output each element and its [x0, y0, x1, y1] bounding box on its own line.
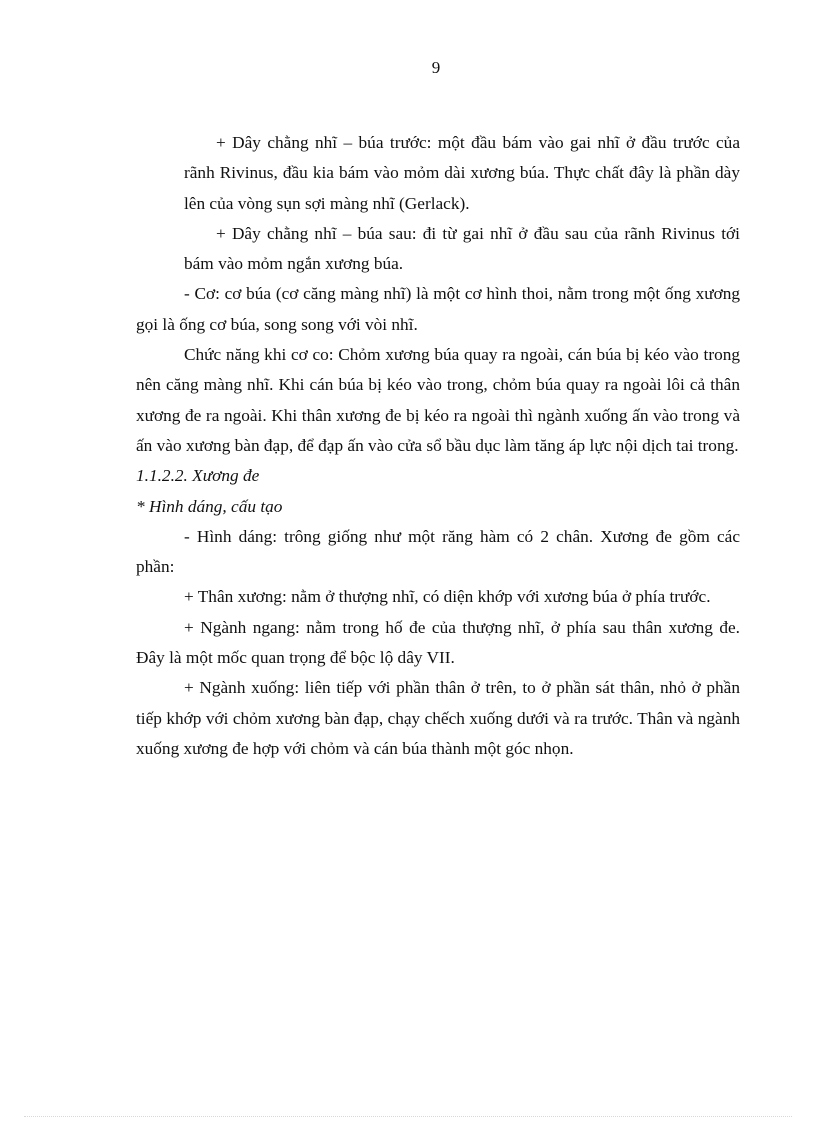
page-bottom-rule [24, 1116, 792, 1117]
document-body [136, 128, 740, 764]
paragraph-shape: - Hình dáng: trông giống như một răng hàm có 2 chân. Xương đe gồm các phần: [136, 526, 740, 577]
paragraph-muscle: - Cơ: cơ búa (cơ căng màng nhĩ) là một cơ hình thoi, nằm trong một ống xương gọi là ống cơ búa, song song với vòi nhĩ. [136, 284, 740, 334]
subheading-shape-structure: * Hình dáng, cấu tạo [136, 496, 283, 516]
paragraph-posterior-ligament: + Dây chằng nhĩ – búa sau: đi từ gai nhĩ ở đầu sau của rãnh Rivinus tới bám vào mỏm ngắn xương búa. [184, 223, 740, 274]
paragraph-body: + Thân xương: nằm ở thượng nhĩ, có diện khớp với xương búa ở phía trước. [184, 587, 711, 607]
page-number: 9 [431, 58, 441, 77]
paragraph-anterior-ligament: + Dây chằng nhĩ – búa trước: một đầu bám vào gai nhĩ ở đầu trước của rãnh Rivinus, đầu kia bám vào mỏm dài xương búa. Thực chất đây là phần dày lên của vòng sụn sợi màng nhĩ (Gerlack). [184, 133, 740, 213]
paragraph-short-process: + Ngành ngang: nằm trong hố đe của thượng nhĩ, ở phía sau thân xương đe. Đây là một mốc quan trọng để bộc lộ dây VII. [136, 617, 740, 668]
paragraph-long-process: + Ngành xuống: liên tiếp với phần thân ở trên, to ở phần sát thân, nhỏ ở phần tiếp khớp với chỏm xương bàn đạp, chạy chếch xuống dưới và ra trước. Thân và ngành xuống xương đe hợp với chỏm và cán búa thành một góc nhọn. [136, 678, 740, 758]
section-heading-incus: 1.1.2.2. Xương đe [136, 466, 260, 486]
paragraph-function: Chức năng khi cơ co: Chỏm xương búa quay ra ngoài, cán búa bị kéo vào trong nên căng màng nhĩ. Khi cán búa bị kéo vào trong, chỏm búa quay ra ngoài lôi cả thân xương đe ra ngoài. Khi thân xương đe bị kéo ra ngoài thì ngành xuống ấn vào trong và ấn vào xương bàn đạp, để đạp ấn vào cửa sổ bầu dục làm tăng áp lực nội dịch tai trong. [136, 345, 740, 455]
